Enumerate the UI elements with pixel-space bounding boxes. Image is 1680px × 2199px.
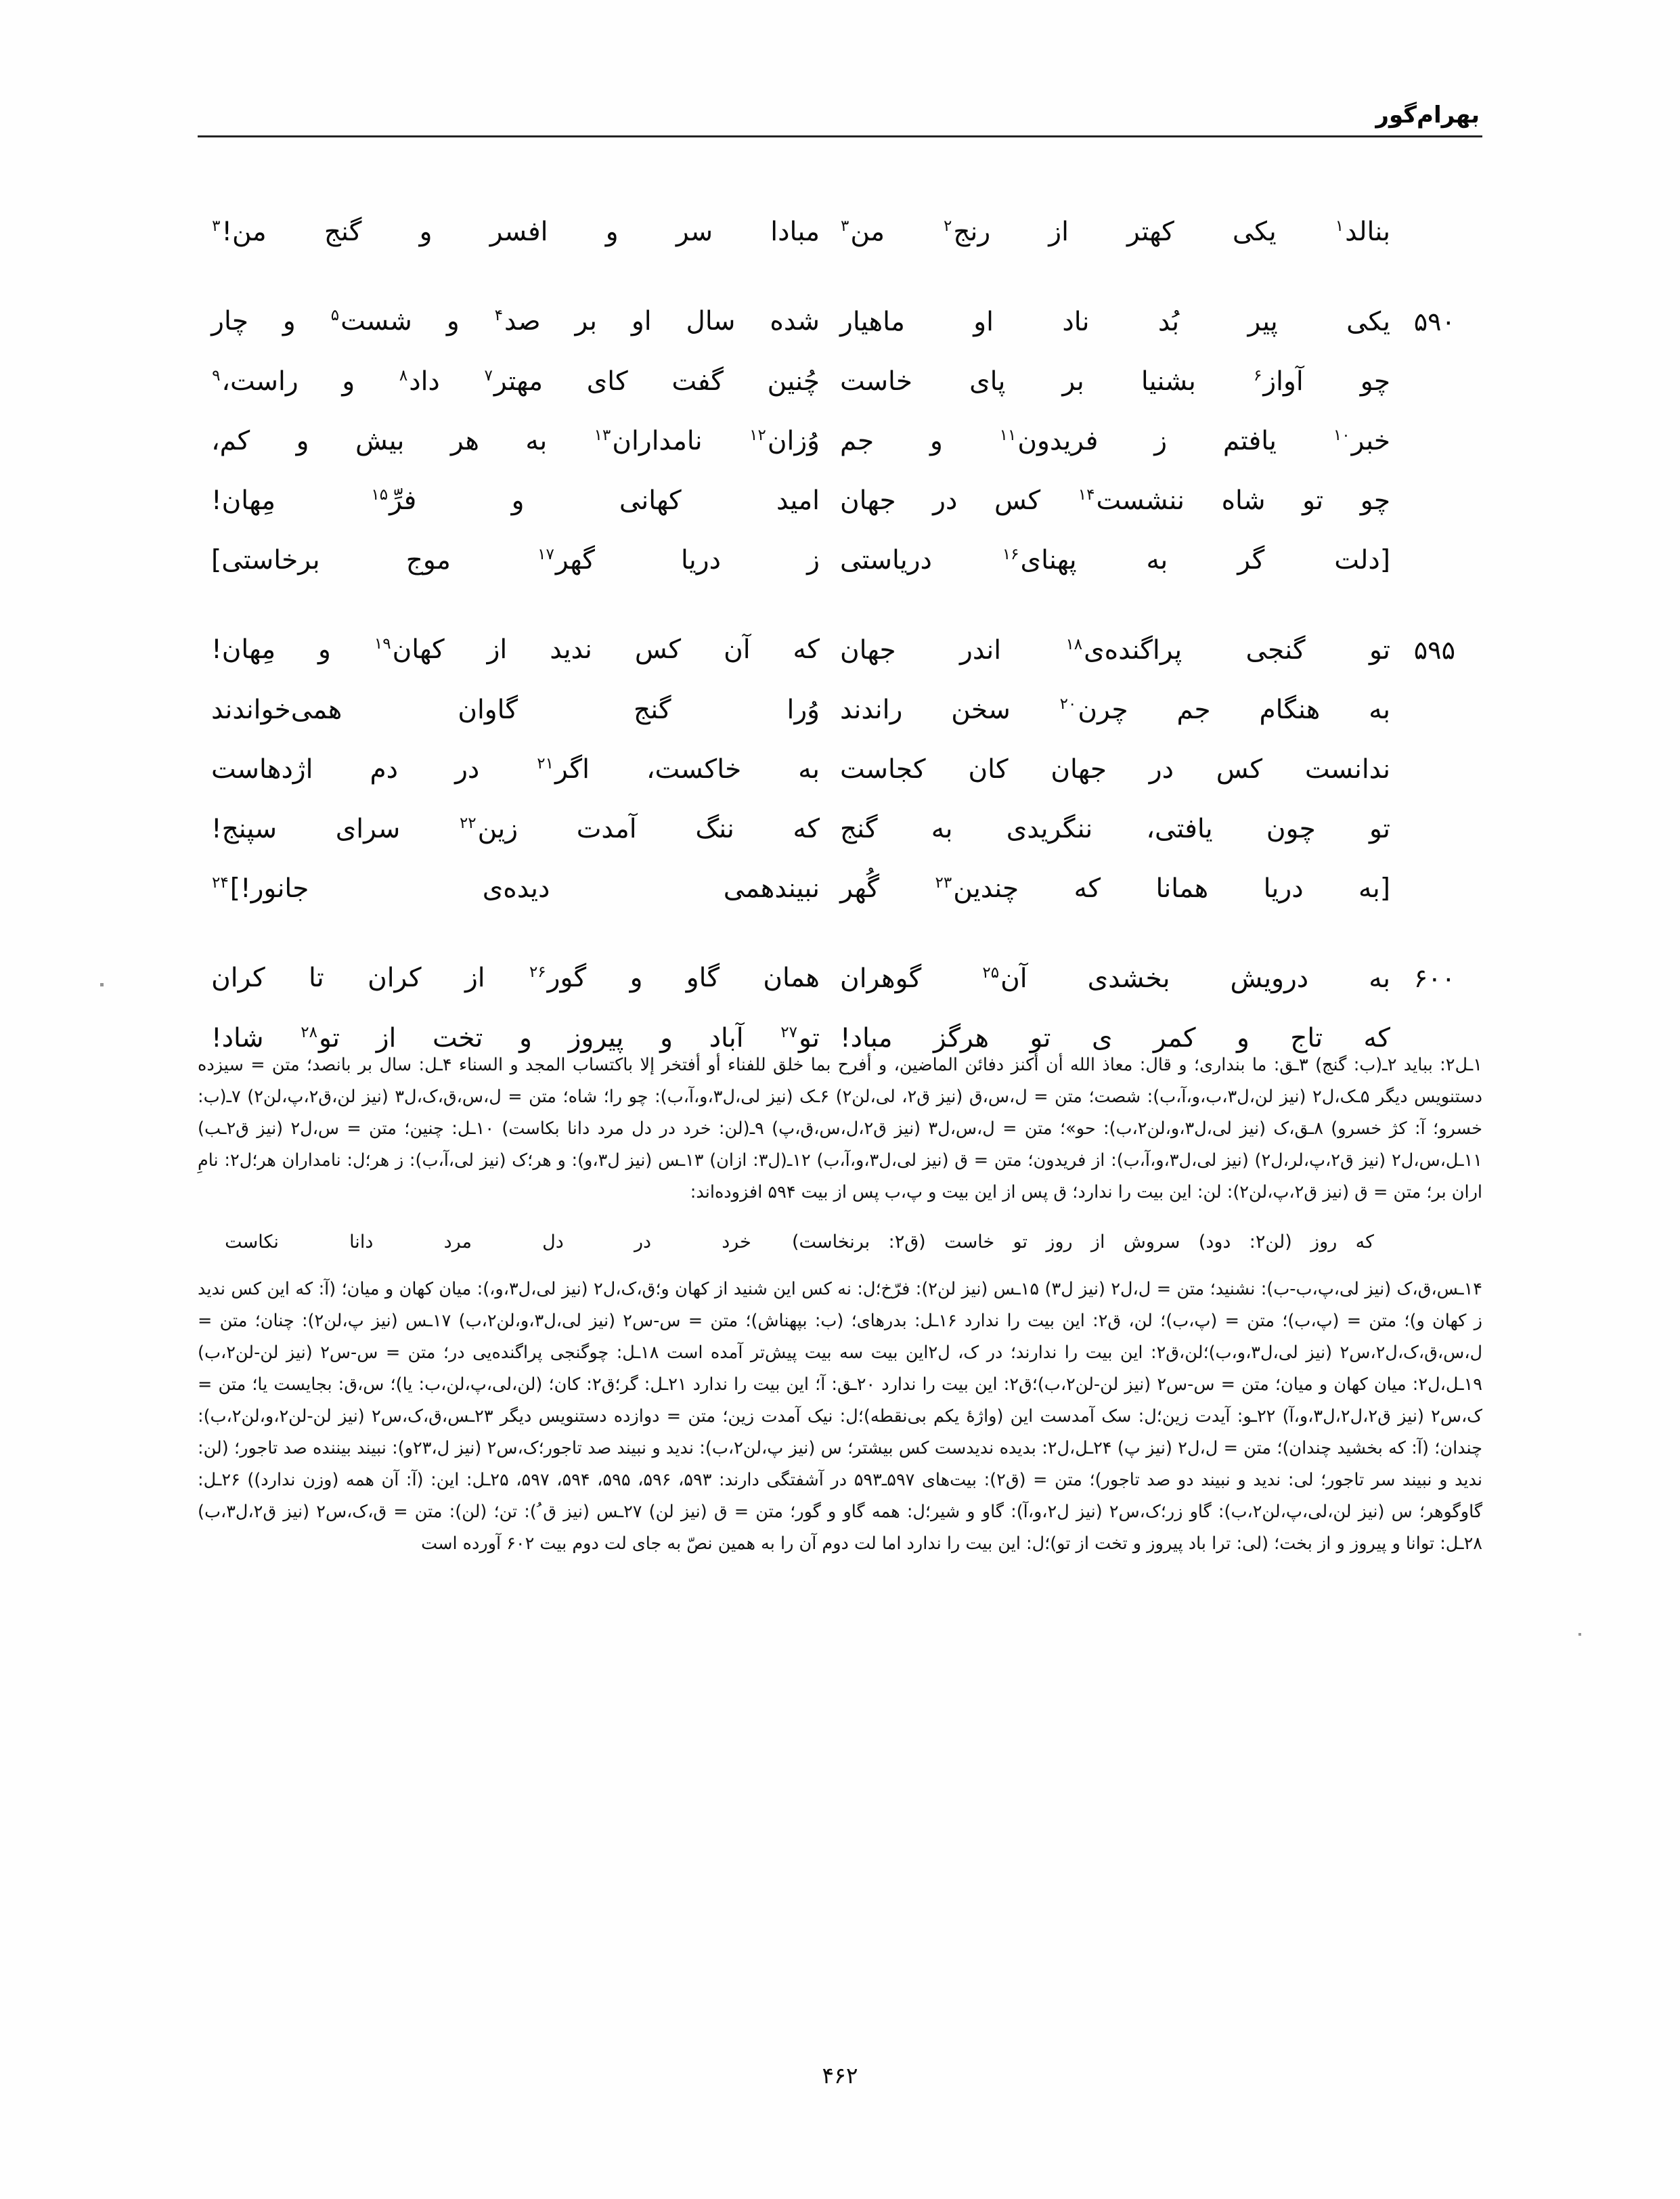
verse-word: تو (1369, 635, 1390, 666)
hemistich-first (840, 681, 1482, 739)
hemistich-text (840, 681, 1390, 739)
verse-word: گنجی (1245, 635, 1306, 666)
hemistich-second (198, 292, 840, 351)
verse-word: گهر$^{۱۷}$ (537, 545, 595, 575)
verse-word: که (793, 814, 820, 844)
verse-word: پیروز (568, 1023, 624, 1053)
verse-word: بُد (1157, 307, 1180, 337)
verse-word: تو (1369, 814, 1390, 844)
hemistich-text (211, 800, 820, 858)
verse-word: و (629, 963, 643, 993)
verse-word: گور$^{۲۶}$ (529, 963, 587, 993)
verse-word: تا (308, 963, 324, 993)
verse-couplet (198, 741, 1482, 799)
verse-couplet (198, 292, 1482, 351)
verse-couplet (198, 353, 1482, 411)
verse-word: آن$^{۲۵}$ (982, 963, 1027, 994)
verse-word: مِهان! (211, 634, 276, 665)
verse-word: دریاستی (840, 545, 932, 575)
verse-word: به (1369, 695, 1390, 725)
hemistich-text (840, 622, 1390, 680)
verse-word: نامداران$^{۱۳}$ (594, 426, 703, 456)
footnote-marker: ۵ (330, 307, 340, 324)
footnote-marker: ۷ (484, 367, 493, 385)
verse-word: از (376, 1023, 397, 1053)
footnote-marker: ۲۶ (529, 963, 546, 981)
verse-word: پیر (1247, 307, 1278, 337)
verse-word: که (1074, 873, 1101, 904)
footnote-marker: ۲۵ (982, 964, 1000, 982)
apparatus-verse-word: تو (1013, 1232, 1028, 1253)
hemistich-first (840, 800, 1482, 858)
hemistich-text (840, 293, 1390, 351)
verse-word: هرگز (933, 1023, 990, 1053)
verse-word: به (931, 814, 953, 844)
verse-word: چو (1360, 366, 1390, 397)
verse-word: داد$^۸$ (399, 366, 440, 397)
apparatus-verse-word: سروش (1123, 1232, 1180, 1253)
verse-word: زین$^{۲۲}$ (459, 814, 518, 844)
footnote-marker: ۱ (1335, 217, 1344, 235)
verse-word: کجاست (840, 754, 926, 785)
verse-word: دریا (1263, 873, 1304, 904)
verse-word: مبادا (770, 217, 820, 247)
footnote-marker: ۱۴ (1078, 486, 1095, 504)
verse-word: [به (1358, 873, 1390, 904)
verse-number: ۵۹۰ (1413, 307, 1455, 336)
verse-word: خاکست، (646, 754, 742, 785)
verse-word: مهتر$^۷$ (484, 366, 544, 397)
hemistich-second (198, 860, 840, 918)
verse-word: کس (1216, 754, 1263, 785)
verse-word: بشنیا (1141, 366, 1196, 397)
critical-apparatus (198, 1049, 1482, 1560)
verse-word: جانور!]$^{۲۴}$ (212, 873, 309, 904)
verse-word: تخت (433, 1023, 483, 1053)
apparatus-paragraph-2: ۱۴ـس،ق،ک (نیز لی،پ،ب-ب): نشنید؛ متن = ل،ل۲ (نیز ل۳) ۱۵ـس (نیز لن۲): فرّخ؛ل: نه کس این شنید از کهان و؛ق،ک،ل۲ (نیز لی،ل۳،و،): میان کهان و میان؛ (آ: که این کس ندید ز کهان و)؛ متن = (پ،ب)؛ متن = (پ،ب)؛ لن، ق۲: این بیت را ندارد ۱۶ـل: بدرهای؛ (ب: بپهناش)؛ متن = س-س۲ (نیز لی،ل۳،و،لن۲،ب) ۱۷ـس (نیز پ،لن۲): چنان؛ متن = ل،س،ق،ک،ل۲،س۲ (نیز لی،ل۳،و،ب)؛لن،ق۲: این بیت را ندارند؛ در ک، ل۲این بیت سه بیت پیش‌تر آمده است ۱۸ـل: چوگنجی پراگنده‌یی در؛ متن = س-س۲ (نیز لن-لن۲،ب) ۱۹ـل،ل۲: میان کهان و میان؛ متن = س-س۲ (نیز لن-لن۲،ب)؛ق۲: این بیت را ندارد ۲۰ـق: آ؛ این بیت را ندارد ۲۱ـل: گر؛ق۲: کان؛ (لن،لی،پ،لن،ب: یا)؛ س،ق: بجایست یا؛ متن = ک،س۲ (نیز ق۲،ل۲،ل۳،و،آ) ۲۲ـو: آیدت زین؛ل: سک آمدست این (واژهٔ یکم بی‌نقطه)؛ل: نیک آمدت زین؛ متن = دوازده دستنویس دیگر ۲۳ـس،ق،ک،س۲ (نیز لن-لن۲،و،لن۲،ب): چندان؛ (آ: که بخشید چندان)؛ متن = ل،ل۲ (نیز پ) ۲۴ـل،ل۲: بدیده ندیدست کس بیشتر؛ س (نیز پ،لن۲،ب): ندید و نبیند صد تاجور؛ک،س۲ (نیز ل،۲۳و): نبیند بیننده صد تاجور؛ (لن: ندید و نبیند سر تاجور؛ لی: ندید و نبیند دو صد تاجور)؛ متن = (ق۲): بیت‌های ۵۹۷ـ۵۹۳ در آشفتگی دارند: ۵۹۳، ۵۹۶، ۵۹۵، ۵۹۴، ۵۹۷، ۲۵ـل: این: (آ: آن همه (وزن ندارد)) ۲۶ـل: گاوگوهر؛ س (نیز لن،لی،پ،لن۲،ب): گاو زر؛ک،س۲ (نیز ل۲،و،آ): گاو و شیر؛ل: همه گاو و گور؛ متن = ق (نیز لن) ۲۷ـس (نیز ق ُ): تن؛ (لن): متن = ق،ک،س۲ (نیز ق۲،ل۳،ب) ۲۸ـل: توانا و پیروز و از بخت؛ (لی: ترا باد پیروز و تخت از تو)؛ل: این بیت را ندارد اما لت دوم آن را به همین نصّ به جای لت دوم بیت ۶۰۲ آورده است (198, 1279, 1483, 1554)
hemistich-text (211, 412, 820, 471)
footnote-marker: ۳ (212, 217, 221, 235)
hemistich-text (211, 203, 820, 261)
footnote-marker: ۸ (399, 367, 408, 385)
verse-word: جهان (840, 635, 896, 666)
hemistich-first (840, 353, 1482, 411)
hemistich-text (840, 531, 1390, 590)
verse-word: او (631, 306, 652, 336)
scan-speck (1578, 1633, 1581, 1636)
verse-word: دم (370, 754, 399, 785)
footnote-marker: ۴ (494, 307, 503, 324)
footnote-marker: ۲۲ (459, 814, 477, 832)
verse-word: دیده‌ی (482, 873, 550, 904)
apparatus-verse-word: خرد (722, 1232, 751, 1253)
verse-word: کای (586, 366, 628, 397)
verse-word: و (511, 485, 525, 516)
verse-word: وُزان$^{۱۲}$ (749, 426, 820, 456)
verse-word: چون (1266, 814, 1316, 844)
footnote-marker: ۲۷ (780, 1024, 797, 1041)
verse-word: هر (450, 426, 479, 456)
verse-word: به (798, 754, 820, 785)
hemistich-second (198, 681, 840, 739)
hemistich-first (840, 949, 1482, 1008)
verse-word: جم (1176, 695, 1211, 725)
verse-word: سرای (335, 814, 401, 844)
verse-couplet (198, 949, 1482, 1008)
verse-word: برخاستی] (211, 545, 320, 575)
hemistich-text (840, 472, 1390, 530)
verse-word: به (525, 426, 548, 456)
verse-block (198, 203, 1482, 1069)
verse-word: تو$^{۲۷}$ (780, 1023, 820, 1053)
hemistich-text (840, 741, 1390, 799)
verse-word: صد$^۴$ (494, 306, 541, 336)
verse-word: گنج (634, 695, 671, 725)
verse-word: کران (368, 963, 422, 993)
hemistich-second (198, 353, 840, 411)
verse-word: کهان$^{۱۹}$ (374, 634, 445, 665)
hemistich-text (211, 741, 820, 799)
hemistich-second (198, 800, 840, 858)
verse-word: من$^۳$ (841, 217, 885, 247)
footnote-marker: ۲ (943, 217, 952, 235)
footnote-marker: ۱۸ (1065, 636, 1083, 653)
verse-word: ناد (1062, 307, 1090, 337)
scan-speck (100, 983, 104, 986)
verse-word: رنج$^۲$ (943, 217, 991, 247)
footnote-marker: ۱۰ (1333, 427, 1350, 444)
verse-word: یافتم (1222, 426, 1277, 456)
footnote-marker: ۱۱ (999, 427, 1017, 444)
apparatus-verse-word: از (1090, 1232, 1105, 1253)
verse-word: شاه (1221, 485, 1266, 516)
hemistich-first (840, 741, 1482, 799)
verse-word: ز (807, 545, 820, 575)
verse-word: به (1369, 963, 1390, 994)
verse-word: بر (575, 306, 597, 336)
hemistich-text (840, 860, 1390, 918)
verse-word: یافتی، (1146, 814, 1213, 844)
verse-word: گاوان (458, 695, 518, 725)
verse-word: و (605, 217, 619, 247)
verse-word: امید (776, 485, 820, 516)
verse-word: گنج (324, 217, 362, 247)
verse-word: یکی (1346, 307, 1390, 337)
verse-word: چندین$^{۲۳}$ (935, 873, 1019, 904)
verse-word: فریدون$^{۱۱}$ (999, 426, 1099, 456)
verse-word: آباد (709, 1023, 744, 1053)
verse-word: و (419, 217, 433, 247)
hemistich-text (840, 412, 1390, 471)
verse-word: پهنای$^{۱۶}$ (1002, 545, 1077, 575)
verse-word: کان (968, 754, 1009, 785)
verse-word: کم، (211, 426, 250, 456)
verse-word: در (455, 754, 480, 785)
verse-word: اژدهاست (211, 754, 313, 785)
verse-word: ننگریدی (1006, 814, 1093, 844)
hemistich-text (211, 681, 820, 739)
verse-word: کس (634, 634, 682, 665)
verse-word: در (1149, 754, 1174, 785)
apparatus-quoted-verse (198, 1226, 1482, 1259)
verse-word: هنگام (1259, 695, 1321, 725)
verse-word: در (933, 485, 958, 516)
verse-word: نبیندهمی (723, 873, 820, 904)
verse-word: تو (1030, 1023, 1051, 1053)
verse-word: سخن (951, 695, 1011, 725)
apparatus-verse-word: دانا (349, 1232, 374, 1253)
apparatus-verse-word: (ق۲: (888, 1232, 926, 1253)
verse-word: آمدت (576, 814, 637, 844)
verse-word: سر (676, 217, 713, 247)
hemistich-first (840, 292, 1482, 351)
hemistich-second (198, 949, 840, 1007)
verse-word: از (464, 963, 485, 993)
apparatus-verse-hemistich-b (198, 1226, 751, 1259)
apparatus-verse-word: دود) (1198, 1232, 1231, 1253)
verse-word: افسر (489, 217, 548, 247)
hemistich-text (840, 800, 1390, 858)
footnote-marker: ۱۹ (374, 635, 391, 653)
hemistich-text (211, 621, 820, 679)
footnote-marker: ۳ (841, 217, 849, 235)
verse-word: تو$^{۲۸}$ (301, 1023, 340, 1053)
footnote-marker: ۱۷ (537, 546, 554, 563)
verse-word: و (1236, 1023, 1250, 1053)
verse-word: گُهر (840, 873, 880, 904)
apparatus-verse-word: روز (1310, 1232, 1338, 1253)
verse-word: جهان (1051, 754, 1107, 785)
verse-word: گاو (686, 963, 720, 993)
verse-word: کهانی (619, 485, 682, 516)
verse-word: سال (686, 306, 736, 336)
verse-couplet (198, 621, 1482, 680)
hemistich-first (840, 472, 1482, 530)
hemistich-second (198, 531, 840, 590)
hemistich-text (840, 353, 1390, 411)
hemistich-text (211, 860, 820, 918)
verse-word: چو (1360, 485, 1390, 516)
hemistich-second (198, 621, 840, 679)
hemistich-text (840, 203, 1390, 261)
apparatus-verse-word: در (634, 1232, 652, 1253)
apparatus-verse-word: دل (542, 1232, 564, 1253)
verse-word: ننگ (695, 814, 734, 844)
apparatus-paragraph-1: ۱ـل‌۲: بباید ۲ـ(ب: گنج) ۳ـق: ما بنداری؛ و قال: معاذ الله أن أکنز دفائن الماضین، و أفرح بما خلق للفناء أو أفتخر إلا باکتساب المجد و السناء ۴ـل: سال بر بانصد؛ متن = سیزده دستنویس دیگر ۵ـک،ل۲ (نیز لن،ل۳،ب،و،آ،ب): شصت؛ متن = ل،س،ق (نیز ق۲، لی،لن۲) ۶ـک (نیز لی،ل۳،و،آ،ب): چو را؛ شاه؛ متن = ل،س،ق،ک،ل۳ (نیز لن،ق۲،پ،لن۲) ۷ـ(ب: خسرو؛ آ: کژ خسرو) ۸ـق،ک (نیز لی،ل۳،و،لن۲،ب): حو»؛ متن = ل،س،ل۳ (نیز ق۲،ل،س،ق،پ) ۹ـ(لن: خرد در دل مرد دانا بکاست) ۱۰ـل: چنین؛ متن = س،ل۲ (نیز ق۲ـب) ۱۱ـل،س،ل۲ (نیز ق۲،پ،لر،ل۲) (نیز لی،ل۳،و،آ،ب): از فریدون؛ متن = ق (نیز لی،ل۳،و،آ،ب) ۱۲ـ(ل۳: ازان) ۱۳ـس (نیز ل۳،و): و هر؛ک (نیز لی،آ،ب): ز هر؛ل: نامداران هر؛ل۲: نامِ اران بر؛ متن = ق (نیز ق۲،پ،لن۲): لن: این بیت را ندارد؛ ق پس از این بیت و پ،ب پس از بیت ۵۹۴ افزوده‌اند: (198, 1055, 1483, 1202)
verse-word: همانا (1155, 873, 1209, 904)
verse-couplet (198, 860, 1482, 918)
verse-word: گوهران (840, 963, 922, 994)
verse-word: چرن$^{۲۰}$ (1059, 695, 1128, 725)
hemistich-text (211, 472, 820, 530)
hemistich-second (198, 741, 840, 799)
verse-word: بخشدی (1087, 963, 1170, 994)
verse-couplet (198, 531, 1482, 590)
hemistich-text (211, 531, 820, 590)
apparatus-verse-word: مرد (443, 1232, 472, 1253)
running-head-title: بهرام‌گور (1375, 102, 1480, 129)
verse-word: همان (763, 963, 820, 993)
verse-word: دریا (681, 545, 721, 575)
verse-word: کهتر (1126, 217, 1174, 247)
verse-word: شده (770, 306, 820, 336)
verse-word: راست،$^۹$ (212, 366, 299, 397)
verse-word: اگر$^{۲۱}$ (537, 754, 590, 785)
hemistich-first (840, 203, 1482, 261)
footnote-marker: ۲۸ (301, 1024, 317, 1041)
verse-word: و (296, 426, 309, 456)
hemistich-first (840, 621, 1482, 680)
footnote-marker: ۲۴ (212, 874, 229, 892)
verse-word: و (519, 1023, 532, 1053)
verse-word: آواز$^۶$ (1253, 366, 1304, 397)
verse-word: ننشست$^{۱۴}$ (1078, 485, 1185, 516)
footnote-marker: ۲۱ (537, 755, 554, 772)
verse-word: سپنج! (211, 814, 278, 844)
verse-word: همی‌خواندند (211, 695, 342, 725)
verse-couplet (198, 203, 1482, 261)
hemistich-second (198, 412, 840, 471)
footnote-marker: ۹ (212, 367, 221, 385)
header-rule (198, 135, 1482, 137)
hemistich-text (211, 949, 820, 1007)
verse-word: جهان (840, 485, 896, 516)
verse-word: ز (1154, 426, 1168, 456)
verse-couplet (198, 412, 1482, 471)
verse-word: و (342, 366, 355, 397)
verse-word: پای (969, 366, 1006, 397)
verse-word: فرِّ$^{۱۵}$ (371, 485, 417, 516)
verse-word: [دلت (1334, 545, 1390, 575)
apparatus-verse-word: خاست (944, 1232, 995, 1253)
hemistich-first (840, 531, 1482, 590)
verse-word: کس (994, 485, 1041, 516)
verse-word: درویش (1230, 963, 1309, 994)
hemistich-text (840, 950, 1390, 1008)
verse-word: از (487, 634, 508, 665)
verse-word: مباد! (840, 1023, 893, 1053)
page-header (198, 102, 1482, 183)
verse-word: و (929, 426, 943, 456)
hemistich-text (211, 353, 820, 411)
verse-word: کمر (1153, 1023, 1196, 1053)
hemistich-second (198, 472, 840, 530)
footnote-marker: ۱۵ (371, 486, 389, 504)
verse-word: گفت (671, 366, 724, 397)
verse-word: جم (840, 426, 875, 456)
verse-word: بر (1062, 366, 1084, 397)
apparatus-verse-word: نکاست (225, 1232, 279, 1253)
verse-word: ندید (550, 634, 592, 665)
footnote-marker: ۲۳ (935, 874, 952, 892)
verse-word: و (446, 306, 460, 336)
hemistich-first (840, 412, 1482, 471)
verse-word: او (973, 307, 994, 337)
verse-word: چُنین (767, 366, 820, 397)
apparatus-verse-word: روز (1046, 1232, 1073, 1253)
verse-number: ۵۹۵ (1413, 635, 1455, 665)
verse-couplet (198, 681, 1482, 739)
verse-word: و (660, 1023, 673, 1053)
verse-word: به (1146, 545, 1168, 575)
verse-word: یکی (1232, 217, 1277, 247)
verse-word: آن (724, 634, 751, 665)
verse-word: گر (1237, 545, 1265, 575)
verse-word: که (793, 634, 820, 665)
verse-word: که (1363, 1023, 1390, 1053)
verse-word: و (282, 306, 296, 336)
verse-word: بنالد$^۱$ (1335, 217, 1390, 247)
folio-number: ۴۶۲ (822, 2062, 858, 2089)
footnote-marker: ۱۲ (749, 427, 766, 444)
verse-word: گنج (840, 814, 878, 844)
hemistich-text (211, 292, 820, 351)
verse-word: راندند (840, 695, 903, 725)
footnote-marker: ۲۰ (1059, 695, 1077, 713)
apparatus-verse-hemistich-a (751, 1226, 1401, 1259)
apparatus-verse-word: (لن۲: (1249, 1232, 1292, 1253)
verse-word: و (318, 634, 331, 665)
verse-word: من!$^۳$ (212, 217, 267, 247)
verse-word: چار (211, 306, 248, 336)
verse-word: اندر (960, 635, 1002, 666)
verse-word: کران (211, 963, 265, 993)
verse-word: تو (1302, 485, 1324, 516)
hemistich-first (840, 860, 1482, 918)
verse-word: ی (1091, 1023, 1113, 1053)
verse-word: شاد! (211, 1023, 264, 1053)
footnote-marker: ۱۶ (1002, 546, 1019, 563)
verse-word: از (1048, 217, 1069, 247)
verse-word: موج (405, 545, 451, 575)
apparatus-verse-word: برنخاست) (791, 1232, 870, 1253)
verse-word: پراگنده‌ی$^{۱۸}$ (1065, 635, 1182, 666)
verse-word: ندانست (1304, 754, 1390, 785)
verse-word: وُرا (787, 695, 820, 725)
verse-couplet (198, 800, 1482, 858)
verse-word: مِهان! (211, 485, 276, 516)
verse-word: تاج (1290, 1023, 1323, 1053)
verse-word: خبر$^{۱۰}$ (1333, 426, 1390, 456)
verse-word: بیش (355, 426, 405, 456)
hemistich-second (198, 203, 840, 261)
verse-number: ۶۰۰ (1413, 963, 1455, 993)
footnote-marker: ۱۳ (594, 427, 611, 444)
apparatus-verse-word: که (1355, 1232, 1374, 1253)
footnote-marker: ۶ (1253, 367, 1262, 385)
verse-word: خاست (840, 366, 912, 397)
verse-couplet (198, 472, 1482, 530)
verse-word: ماهیار (840, 307, 905, 337)
verse-word: شست$^۵$ (330, 306, 412, 336)
